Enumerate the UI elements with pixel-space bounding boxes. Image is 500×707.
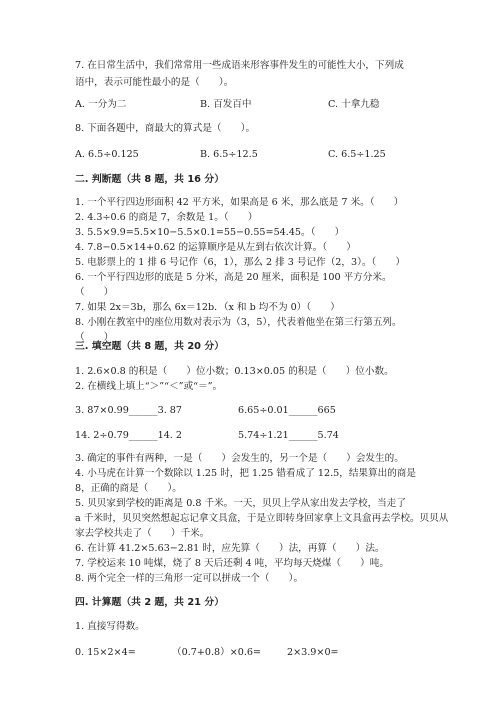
fill-line: 4. 小马虎在计算一个数除以 1.25 时，把 1.25 错看成了 12.5，结果算出的商是	[75, 468, 416, 479]
compare-item: 5.74÷1.21______5.74	[238, 430, 339, 441]
calc-item: 0. 15×2×4=	[75, 647, 136, 658]
choice-q8-stem: 8. 下面各题中，商最大的算式是（ ）。	[75, 123, 256, 134]
fill-line: a 千米时，贝贝突然想起忘记拿文具盒，于是立即转身回家拿上文具盒再去学校。贝贝从	[75, 513, 449, 524]
judge-section-heading: 二. 判断题（共 8 题，共 16 分）	[75, 174, 224, 185]
judge-line: 3. 5.5×9.9=5.5×10−5.5×0.1=55−0.55=54.45。（ ）	[75, 227, 345, 238]
judge-line: 4. 7.8−0.5×14+0.62 的运算顺序是从左到右依次计算。（ ）	[75, 242, 356, 253]
fill-line: 1. 2.6×0.8 的积是（ ）位小数；0.13×0.05 的积是（ ）位小数。	[75, 366, 394, 377]
compare-item: 6.65÷0.01______665	[238, 405, 336, 416]
fill-line: 家去学校共走了（ ）千米。	[75, 528, 210, 539]
compare-item: 14. 2÷0.79______14. 2	[75, 430, 183, 441]
judge-line: 2. 4.3÷0.6 的商是 7，余数是 1。（ ）	[75, 212, 258, 223]
fill-line: 8，正确的商是（ ）。	[75, 483, 182, 494]
calc-item: （0.7+0.8）×0.6=	[172, 647, 262, 658]
judge-line: （ ）	[75, 287, 114, 298]
fill-section-heading: 三. 填空题（共 8 题，共 20 分）	[75, 341, 224, 352]
choice-q7-option-b: B. 百发百中	[200, 99, 252, 110]
judge-line: 1. 一个平行四边形面积 42 平方米，如果高是 6 米，那么底是 7 米。（ ）	[75, 197, 404, 208]
choice-q7-option-a: A. 一分为二	[75, 99, 127, 110]
judge-line: 7. 如果 2x＝3b，那么 6x＝12b．（x 和 b 均不为 0）（ ）	[75, 302, 340, 313]
fill-line: 5. 贝贝家到学校的距离是 0.8 千米。一天，贝贝上学从家出发去学校，当走了	[75, 498, 406, 509]
choice-q8-option-a: A. 6.5÷0.125	[75, 149, 139, 160]
compare-item: 3. 87×0.99______3. 87	[75, 405, 183, 416]
judge-line: 6. 一个平行四边形的底是 5 分米，高是 20 厘米，面积是 100 平方分米。	[75, 272, 392, 283]
fill-line: 3. 确定的事件有两种，一是（ ）会发生的，另一个是（ ）会发生的。	[75, 453, 404, 464]
choice-q7-stem-line1: 7. 在日常生活中，我们常常用一些成语来形容事件发生的可能性大小，下列成	[75, 60, 404, 71]
fill-line: 8. 两个完全一样的三角形一定可以拼成一个（ ）。	[75, 573, 304, 584]
calc-subheading: 1. 直接写得数。	[75, 621, 145, 632]
calc-item: 2×3.9×0=	[287, 647, 339, 658]
fill-line: 7. 学校运来 10 吨煤，烧了 8 天后还剩 4 吨，平均每天烧煤（ ）吨。	[75, 558, 389, 569]
judge-line: 5. 电影票上的 1 排 6 号记作（6，1），那么 2 排 3 号记作（2，3）。（ ）	[75, 257, 406, 268]
choice-q7-option-c: C. 十拿九稳	[328, 99, 380, 110]
fill-line: 6. 在计算 41.2×5.63−2.81 时，应先算（ ）法，再算（ ）法。	[75, 543, 385, 554]
choice-q8-option-b: B. 6.5÷12.5	[200, 149, 258, 160]
calc-section-heading: 四. 计算题（共 2 题，共 21 分）	[75, 597, 224, 608]
fill-line: 2. 在横线上填上“＞”“＜”或“＝”。	[75, 381, 223, 392]
judge-line: 8. 小刚在教室中的座位用数对表示为（3，5），代表着他坐在第三行第五列。	[75, 317, 402, 328]
choice-q7-stem-line2: 语中，表示可能性最小的是（ ）。	[75, 77, 234, 88]
choice-q8-option-c: C. 6.5÷1.25	[328, 149, 386, 160]
judge-line: （ ）	[75, 332, 114, 343]
